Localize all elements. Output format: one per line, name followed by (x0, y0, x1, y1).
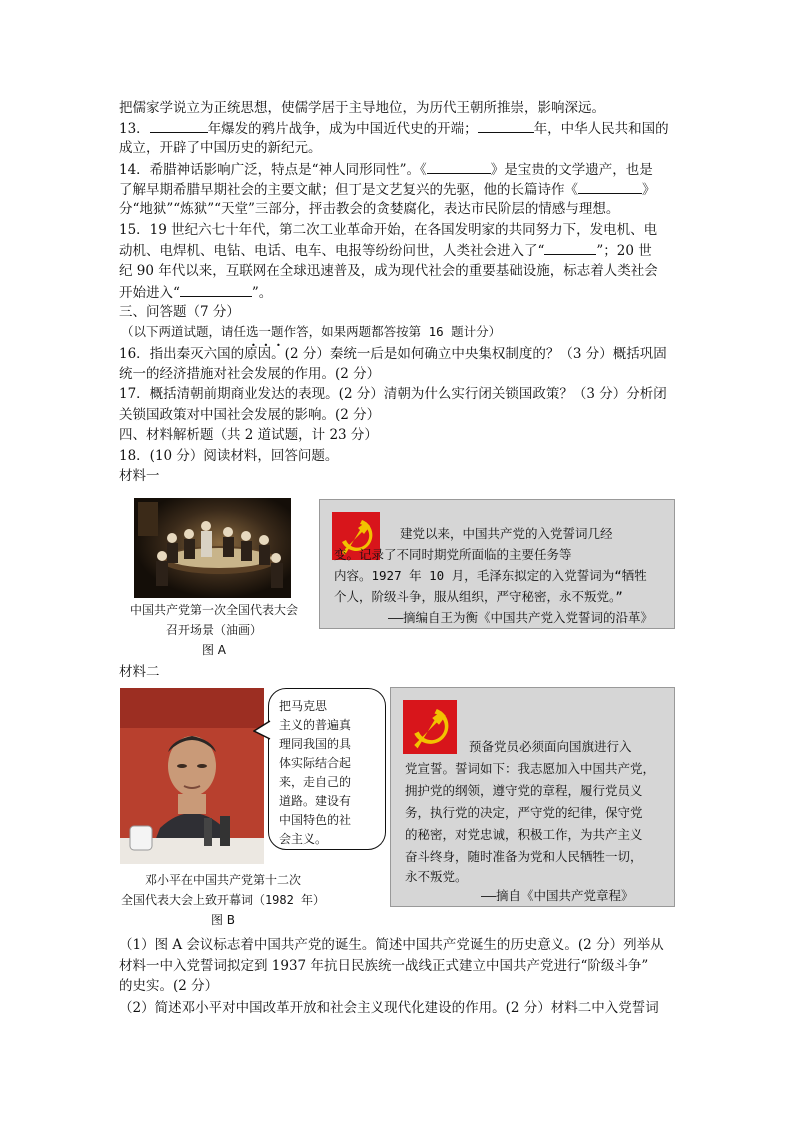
text: 材料二 (119, 664, 160, 680)
text-line (119, 138, 322, 158)
emphasis-text: 选 (246, 324, 259, 339)
quote-line: 拥护党的纲领，遵守党的章程，履行党员义 (405, 783, 643, 798)
instruction-note (121, 322, 501, 342)
caption-line: 召开场景（油画） (165, 623, 262, 637)
text-line (119, 405, 380, 425)
answer-blank[interactable] (544, 240, 596, 255)
text: 》 (642, 182, 656, 198)
text: 开始进入“ (119, 285, 180, 301)
emphasis-text: 题 (271, 324, 284, 339)
deng-xiaoping-photo (120, 688, 264, 864)
text: 13． (119, 121, 150, 137)
quote-box-a (319, 499, 675, 629)
quote-line: 建党以来，中国共产党的入党誓词几经 (400, 526, 613, 541)
caption-line: 中国共产党第一次全国代表大会 (129, 603, 298, 617)
text-line (119, 282, 272, 303)
figure-a-caption (116, 600, 312, 660)
text: 17．概括清朝前期商业发达的表现。(2 分）清朝为什么实行闭关锁国政策？（3 分）分析闭 (119, 386, 667, 402)
text: （2）简述邓小平对中国改革开放和社会主义现代化建设的作用。(2 分）材料二中入党誓词 (119, 1000, 659, 1016)
text-line (119, 199, 619, 219)
question-15 (119, 220, 657, 240)
quote-line: 务，执行党的决定，严守党的纪律，保守党 (405, 805, 643, 820)
text: 把儒家学说立为正统思想，使儒学居于主导地位，为历代王朝所推崇，影响深远。 (119, 100, 605, 116)
text: ”；20 世 (596, 243, 652, 259)
speech-bubble (268, 688, 386, 850)
text: 分“地狱”“炼狱”“天堂”三部分，抨击教会的贪婪腐化，表达市民阶层的情感与理想。 (119, 201, 620, 217)
figure-label: 图 B (210, 913, 236, 927)
answer-blank[interactable] (578, 179, 642, 194)
question-17 (119, 384, 667, 404)
text: 动机、电焊机、电钻、电话、电车、电报等纷纷问世，人类社会进入了“ (119, 243, 545, 259)
quote-line: 内容。1927 年 10 月，毛泽东拟定的入党誓词为“牺牲 (334, 568, 647, 583)
material-label (119, 662, 160, 682)
text: 成立，开辟了中国历史的新纪元。 (119, 140, 322, 156)
material-label (119, 466, 160, 486)
text: 三、问答题（7 分） (119, 304, 240, 320)
caption-line: 邓小平在中国共产党第十二次 (144, 873, 301, 887)
question-18 (119, 446, 338, 466)
figure-b-caption (110, 870, 336, 930)
text-line (119, 976, 218, 996)
text: 了解早期希腊早期社会的主要文献；但丁是文艺复兴的先驱，他的长篇诗作《 (119, 182, 578, 198)
text-line (119, 179, 656, 200)
photo-graphic (120, 688, 264, 864)
text: 年爆发的鸦片战争，成为中国近代史的开端； (207, 121, 478, 137)
text-line (119, 261, 658, 281)
text: 关锁国政策对中国社会发展的影响。(2 分） (119, 407, 381, 423)
text-line (119, 956, 648, 976)
text: 16．指出秦灭六国的原因。(2 分）秦统一后是如何确立中央集权制度的？（3 分）概括巩固 (119, 346, 667, 362)
text: 的史实。(2 分） (119, 978, 219, 994)
text: 材料一中入党誓词拟定到 1937 年抗日民族统一战线正式建立中国共产党进行“阶级斗争” (119, 958, 649, 974)
quote-source: ——摘自《中国共产党章程》 (481, 888, 634, 903)
answer-blank[interactable] (427, 159, 491, 174)
section-heading (119, 425, 378, 445)
text-line (119, 98, 605, 118)
bubble-quote: 把马克思 主义的普遍真 理同我国的具 体实际结合起 来，走自己的 道路。建设有 中国特色的社 会主义。 (279, 699, 352, 846)
sub-question-1 (119, 935, 664, 955)
quote-line: 的秘密，对党忠诚，积极工作，为共产主义 (405, 827, 643, 842)
quote-line: 党宣誓。誓词如下：我志愿加入中国共产党， (405, 761, 656, 776)
quote-box-b (390, 687, 675, 907)
text-line (119, 240, 652, 261)
text: 作答，如果两题都答按第 16 题计分） (283, 324, 502, 339)
emphasis-text: 一 (258, 324, 272, 339)
text: 统一的经济措施对社会发展的作用。(2 分） (119, 366, 381, 382)
figure-label: 图 A (201, 643, 227, 657)
painting-graphic (134, 498, 291, 598)
quote-source: ——摘编自王为衡《中国共产党入党誓词的沿革》 (388, 610, 654, 625)
text: 》是宝贵的文学遗产，也是 (490, 162, 653, 178)
text: （以下两道试题，请任 (121, 324, 247, 339)
first-congress-painting (134, 498, 291, 598)
text: 15．19 世纪六七十年代，第二次工业革命开始，在各国发明家的共同努力下，发电机、电 (119, 222, 658, 238)
quote-line: 个人，阶级斗争，服从组织，严守秘密，永不叛党。” (334, 589, 623, 604)
answer-blank[interactable] (150, 118, 208, 133)
sub-question-2 (119, 998, 659, 1018)
section-heading (119, 302, 240, 322)
caption-line: 全国代表大会上致开幕词（1982 年） (120, 893, 326, 907)
text: 四、材料解析题（共 2 道试题，计 23 分） (119, 427, 378, 443)
text: ”。 (251, 285, 273, 301)
text: 18．(10 分）阅读材料，回答问题。 (119, 448, 339, 464)
quote-line: 永不叛党。 (405, 869, 468, 884)
text: 14．希腊神话影响广泛，特点是“神人同形同性”。《 (119, 162, 427, 178)
quote-line: 奋斗终身，随时准备为党和人民牺牲一切， (405, 849, 643, 864)
question-13 (119, 118, 669, 139)
text: 年，中华人民共和国的 (533, 121, 669, 137)
answer-blank[interactable] (478, 118, 534, 133)
party-emblem-icon (403, 700, 457, 754)
bubble-tail-icon (253, 719, 271, 741)
question-16 (119, 344, 667, 364)
question-14 (119, 159, 653, 180)
quote-line: 预备党员必须面向国旗进行入 (469, 739, 632, 754)
text-line (119, 364, 380, 384)
text: 材料一 (119, 468, 160, 484)
text: 纪 90 年代以来，互联网在全球迅速普及，成为现代社会的重要基础设施，标志着人类社会 (119, 263, 658, 279)
quote-line: 变。记录了不同时期党所面临的主要任务等 (334, 547, 572, 562)
text: （1）图 A 会议标志着中国共产党的诞生。简述中国共产党诞生的历史意义。(2 分）列举从 (119, 937, 664, 953)
answer-blank[interactable] (180, 282, 252, 297)
